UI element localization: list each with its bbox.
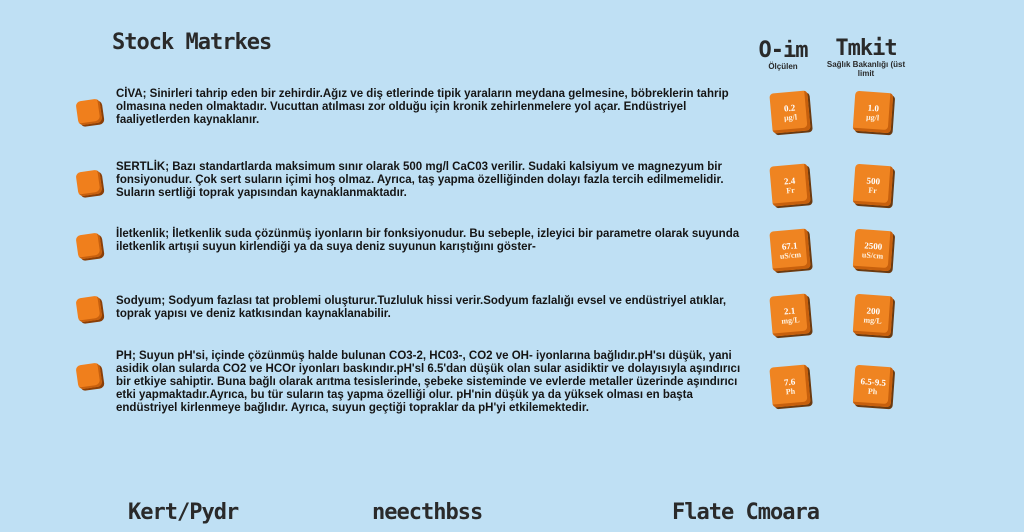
measured-value: 2.4 [783, 175, 796, 187]
page-title: Stock Matrkes [112, 30, 272, 55]
limit-value-chip [853, 229, 894, 272]
row-name: SERTLİK; [116, 161, 170, 173]
limit-value: 500 [866, 175, 881, 187]
row-bullet-icon [75, 169, 102, 196]
row-text: İletkenlik suda çözünmüş iyonların bir fonksiyonudur. Bu sebeple, izleyici bir parametre olarak suyunda iletkenlik artışıi suyun kirlendiği ya da suya deniz suyunun karıştığını göster- [116, 228, 740, 253]
limit-unit: Ph [867, 386, 878, 397]
limit-unit: μg/l [865, 112, 880, 123]
measured-unit: mg/L [780, 315, 800, 326]
limit-value: 2500 [863, 240, 883, 252]
limit-value: 200 [866, 305, 881, 317]
measured-value: 0.2 [783, 102, 796, 114]
measured-value: 2.1 [783, 305, 796, 317]
limit-unit: Fr [868, 185, 878, 196]
limit-value: 6.5-9.5 [860, 376, 887, 388]
row-bullet-icon [75, 232, 102, 259]
measured-value-chip [769, 293, 810, 336]
measured-value-chip [769, 228, 810, 271]
measured-value-chip [769, 364, 810, 407]
row-description [116, 88, 746, 127]
measured-column-header [748, 40, 818, 71]
row-name: CİVA; [116, 88, 147, 100]
measured-unit: Ph [785, 386, 796, 397]
measured-unit: uS/cm [779, 250, 802, 261]
measured-value: 7.6 [783, 376, 796, 388]
measured-unit: μg/l [783, 112, 798, 123]
row-name: PH; [116, 350, 136, 362]
measured-header-sublabel: Ölçülen [768, 62, 798, 71]
footer-label-left: Kert/Pydr [128, 500, 239, 525]
measured-header-label: O-ı̇m [758, 38, 808, 63]
row-bullet-icon [75, 362, 102, 389]
limit-value-chip [853, 294, 894, 337]
row-name: İletkenlik; [116, 228, 170, 240]
row-description [116, 295, 746, 321]
row-name: Sodyum; [116, 295, 166, 307]
measured-value: 67.1 [781, 240, 798, 252]
limit-column-header [826, 38, 906, 78]
row-text: Sinirleri tahrip eden bir zehirdir.Ağız ve diş etlerinde tipik yaraların meydana gelmesine, böbreklerin tahrip olmasına neden olmaktadır. Vucuttan atılması zor olduğu için kronik zehirlenmelere yol açar. Endüstriyel faaliyetlerden kaynaklanır. [116, 88, 729, 126]
limit-header-label: Tmkit [835, 36, 897, 61]
measured-value-chip [769, 163, 810, 206]
row-bullet-icon [75, 98, 102, 125]
footer-label-right: Flate Cmoara [672, 500, 819, 525]
limit-header-sublabel: Sağlık Bakanlığı (üst limit [826, 60, 906, 78]
row-description [116, 228, 746, 254]
row-description [116, 161, 746, 200]
limit-value-chip [853, 91, 894, 134]
row-text: Bazı standartlarda maksimum sınır olarak 500 mg/l CaC03 verilir. Sudaki kalsiyum ve magnezyum bir fonsiyonudur. Çok sert suların içimi hoş olmaz. Ayrıca, taş yapma özelliğinden dolayı fazla tercih edilmemelidir. Suların sertliği toprak yapısından kaynaklanmaktadır. [116, 161, 724, 199]
measured-unit: Fr [785, 185, 796, 196]
limit-value-chip [853, 164, 894, 207]
row-bullet-icon [75, 295, 102, 322]
measured-value-chip [769, 90, 810, 133]
limit-value-chip [853, 365, 894, 408]
footer-label-center: neecthbss [372, 500, 483, 525]
row-text: Suyun pH'si, içinde çözünmüş halde bulunan CO3-2, HC03-, CO2 ve OH- iyonlarına bağlıdır.pH'sı düşük, yani asidik olan sularda CO2 ve HCOr iyonları baskındır.pH'sl 6.5'dan düşük olan sular asidiktir ve dolayısıyla aşındırıcı bir etkiye sahiptir. Buna bağlı olarak arıtma tesislerinde, şebeke sisteminde ve evlerde metaller üzerinde aşındırıcı etki yapmaktadır.Ayrıca, bu tür suların taş yapma özelliği olur. pH'nin düşük ya da yüksek olması en başta endüstriyel kirlenmeye bağlıdır. Ayrıca, suyun geçtiği topraklar da pH'yi etkilemektedir. [116, 350, 741, 414]
row-description [116, 350, 746, 415]
row-text: Sodyum fazlası tat problemi oluşturur.Tuzluluk hissi verir.Sodyum fazlalığı evsel ve endüstriyel atıklar, toprak yapısı ve deniz katkısından kaynaklanabilir. [116, 295, 727, 320]
limit-unit: mg/L [863, 315, 883, 326]
limit-value: 1.0 [867, 102, 880, 114]
limit-unit: uS/cm [861, 250, 884, 261]
